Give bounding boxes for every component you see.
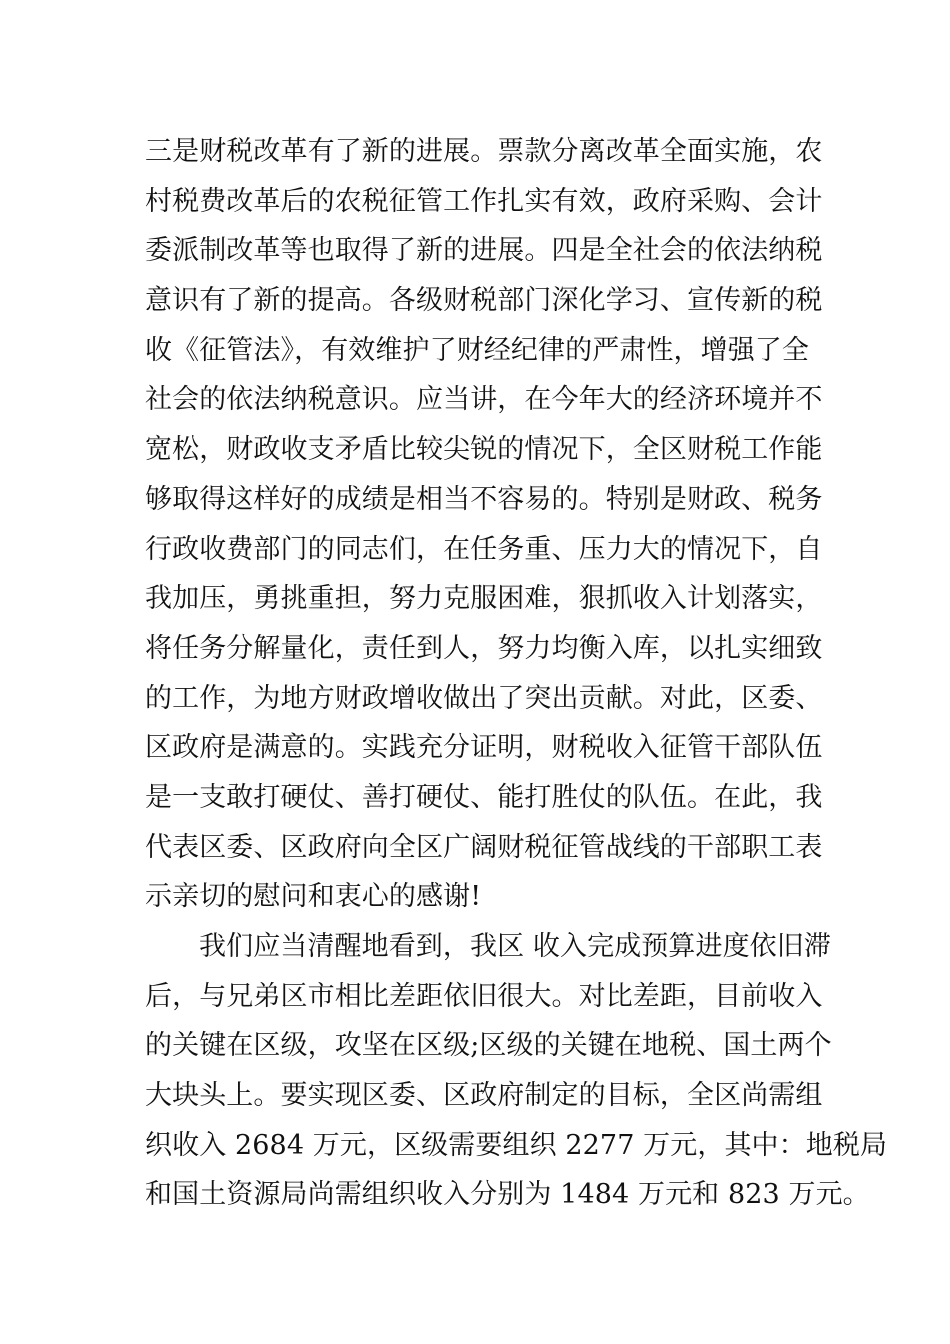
document-body	[145, 127, 888, 1220]
text-line: 后，与兄弟区市相比差距依旧很大。对比差距，目前收入	[145, 980, 823, 1012]
text-line: 够取得这样好的成绩是相当不容易的。特别是财政、税务	[145, 483, 823, 515]
paragraph-2	[145, 922, 888, 1220]
text-line: 的关键在区级，攻坚在区级;区级的关键在地税、国土两个	[145, 1030, 832, 1062]
text-line: 村税费改革后的农税征管工作扎实有效，政府采购、会计	[145, 185, 823, 217]
text-line: 三是财税改革有了新的进展。票款分离改革全面实施，农	[145, 136, 823, 167]
text-line: 和国土资源局尚需组织收入分别为 1484 万元和 823 万元。	[145, 1179, 870, 1211]
text-line: 大块头上。要实现区委、区政府制定的目标，全区尚需组	[145, 1080, 823, 1112]
text-line: 区政府是满意的。实践充分证明，财税收入征管干部队伍	[145, 732, 823, 764]
text-line: 宽松，财政收支矛盾比较尖锐的情况下，全区财税工作能	[145, 434, 823, 466]
text-line: 行政收费部门的同志们，在任务重、压力大的情况下，自	[145, 533, 823, 565]
text-line: 我们应当清醒地看到，我区 收入完成预算进度依旧滞	[199, 931, 831, 962]
text-line: 是一支敢打硬仗、善打硬仗、能打胜仗的队伍。在此，我	[145, 781, 823, 813]
text-line: 我加压，勇挑重担，努力克服困难，狠抓收入计划落实，	[145, 583, 823, 615]
text-line: 示亲切的慰问和衷心的感谢!	[145, 881, 482, 913]
paragraph-1	[145, 127, 823, 922]
text-line: 的工作，为地方财政增收做出了突出贡献。对此，区委、	[145, 682, 823, 714]
text-line: 委派制改革等也取得了新的进展。四是全社会的依法纳税	[145, 235, 823, 267]
text-line: 织收入 2684 万元，区级需要组织 2277 万元，其中：地税局	[145, 1129, 888, 1161]
text-line: 收《征管法》，有效维护了财经纪律的严肃性，增强了全	[145, 334, 809, 366]
text-line: 将任务分解量化，责任到人，努力均衡入库，以扎实细致	[145, 632, 823, 664]
text-line: 社会的依法纳税意识。应当讲，在今年大的经济环境并不	[145, 384, 823, 416]
text-line: 意识有了新的提高。各级财税部门深化学习、宣传新的税	[145, 285, 823, 317]
text-line: 代表区委、区政府向全区广阔财税征管战线的干部职工表	[145, 831, 823, 863]
